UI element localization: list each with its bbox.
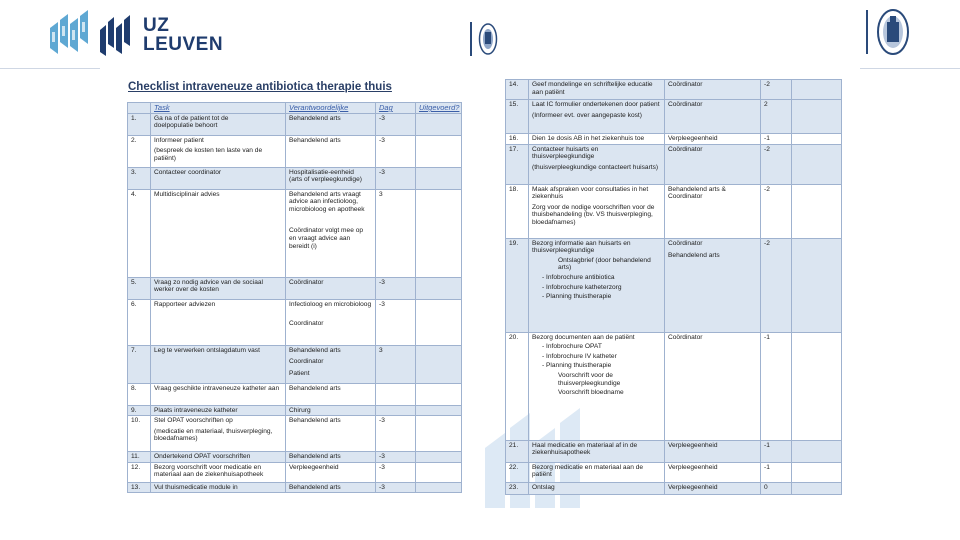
done-cell[interactable] — [792, 134, 842, 145]
done-cell[interactable] — [416, 135, 462, 167]
done-cell[interactable] — [792, 332, 842, 440]
done-cell[interactable] — [792, 238, 842, 332]
col-header-responsible: Verantwoordelijke — [286, 103, 376, 114]
done-cell[interactable] — [416, 416, 462, 452]
table-row: 22. Bezorg medicatie en materiaal aan de patiënt Verpleegeenheid -1 — [506, 462, 842, 482]
table-row: 19. Bezorg informatie aan huisarts en thuisverpleegkundige Ontslagbrief (door behandelend arts) - Infobrochure antibiotica - Infobrochure katheterzorg - Planning thuistherapie Coördinator Behandelend arts -2 — [506, 238, 842, 332]
done-cell[interactable] — [416, 452, 462, 463]
table-header — [128, 103, 462, 114]
checklist-table-right — [505, 79, 842, 495]
list-item: - Planning thuistherapie — [532, 293, 661, 301]
table-row: 23. Ontslag Verpleegeenheid 0 — [506, 482, 842, 494]
checklist-table-left — [127, 102, 462, 493]
table-row: 13. Vul thuismedicatie module in Behandelend arts -3 — [128, 482, 462, 493]
table-row: 2. Informeer patient (bespreek de kosten ten laste van de patiënt) Behandelend arts -3 — [128, 135, 462, 167]
table-row: 7. Leg te verwerken ontslagdatum vast Behandelend arts Coordinator Patient 3 — [128, 345, 462, 383]
header-divider-left — [0, 68, 100, 69]
brand-name — [143, 16, 223, 54]
separator-line-right — [866, 10, 868, 54]
done-cell[interactable] — [416, 462, 462, 482]
table-row: 5. Vraag zo nodig advice van de sociaal werker over de kosten Coördinator -3 — [128, 277, 462, 299]
table-row: 3. Contacteer coordinator Hospitalisatie-eenheid (arts of verpleegkundige) -3 — [128, 167, 462, 189]
done-cell[interactable] — [792, 184, 842, 238]
brand-line2: LEUVEN — [143, 34, 224, 55]
table-row: 16. Dien 1e dosis AB in het ziekenhuis toe Verpleegeenheid -1 — [506, 134, 842, 145]
table-row: 10. Stel OPAT voorschriften op (medicatie en materiaal, thuisverpleging, bloedafnames) Behandelend arts -3 — [128, 416, 462, 452]
uz-leuven-logo-icon — [48, 8, 140, 58]
done-cell[interactable] — [792, 440, 842, 462]
col-header-task: Task — [151, 103, 286, 114]
done-cell[interactable] — [792, 482, 842, 494]
done-cell[interactable] — [792, 144, 842, 184]
list-item: - Infobrochure OPAT — [532, 343, 661, 351]
table-row: 6. Rapporteer adviezen Infectioloog en microbioloog Coordinator -3 — [128, 299, 462, 345]
table-row: 14. Geef mondelinge en schriftelijke educatie aan patiënt Coördinator -2 — [506, 80, 842, 100]
header-divider-right — [860, 68, 960, 69]
table-row: 20. Bezorg documenten aan de patiënt - Infobrochure OPAT - Infobrochure IV katheter - Planning thuistherapie Voorschrift voor de thuisverpleegkundige Voorschrift bloedname Coördinator -1 — [506, 332, 842, 440]
done-cell[interactable] — [416, 482, 462, 493]
ku-leuven-seal-right-icon — [876, 8, 910, 56]
header — [0, 0, 960, 70]
col-header-done: Uitgevoerd? — [416, 103, 462, 114]
done-cell[interactable] — [416, 345, 462, 383]
done-cell[interactable] — [416, 383, 462, 405]
table-row: 12. Bezorg voorschrift voor medicatie en materiaal aan de ziekenhuisapotheek Verpleegeenheid -3 — [128, 462, 462, 482]
table-row: 9. Plaats intraveneuze katheter Chirurg — [128, 405, 462, 416]
brand-line1: UZ — [143, 15, 170, 36]
table-row: 17. Contacteer huisarts en thuisverpleegkundige (thuisverpleegkundige contacteert huisarts) Coördinator -2 — [506, 144, 842, 184]
table-row: 1. Ga na of de patient tot de doelpopulatie behoort Behandelend arts -3 — [128, 113, 462, 135]
list-item: - Infobrochure katheterzorg — [532, 284, 661, 292]
list-item: - Infobrochure IV katheter — [532, 353, 661, 361]
table-row: 8. Vraag geschikte intraveneuze katheter aan Behandelend arts — [128, 383, 462, 405]
col-header-day: Dag — [376, 103, 416, 114]
list-item: Ontslagbrief (door behandelend arts) — [558, 256, 651, 272]
done-cell[interactable] — [416, 299, 462, 345]
done-cell[interactable] — [416, 277, 462, 299]
page-title: Checklist intraveneuze antibiotica therapie thuis — [128, 81, 392, 93]
table-row: 18. Maak afspraken voor consultaties in het ziekenhuis Zorg voor de nodige voorschriften voor de thuisbehandeling (bv. VS thuisverpleging, bloedafnames) Behandelend arts & Coordinator -2 — [506, 184, 842, 238]
table-row: 11. Ondertekend OPAT voorschriften Behandelend arts -3 — [128, 452, 462, 463]
list-item: - Planning thuistherapie — [532, 362, 661, 370]
done-cell[interactable] — [416, 189, 462, 277]
ku-leuven-seal-icon — [478, 22, 498, 56]
table-row: 4. Multidisciplinair advies Behandelend arts vraagt advice aan infectioloog, microbioloog en apotheek Coördinator volgt mee op en vraagt advice aan bereidt (i) 3 — [128, 189, 462, 277]
list-item: Voorschrift voor de thuisverpleegkundige — [558, 371, 621, 387]
done-cell[interactable] — [416, 167, 462, 189]
table-row: 15. Laat IC formulier ondertekenen door patient (Informeer evt. over aangepaste kost) Coördinator 2 — [506, 100, 842, 134]
list-item: - Infobrochure antibiotica — [532, 274, 661, 282]
done-cell[interactable] — [416, 405, 462, 416]
done-cell[interactable] — [416, 113, 462, 135]
list-item: Voorschrift bloedname — [558, 389, 624, 397]
separator-line — [470, 22, 472, 56]
done-cell[interactable] — [792, 100, 842, 134]
done-cell[interactable] — [792, 462, 842, 482]
table-row: 21. Haal medicatie en materiaal af in de ziekenhuisapotheek Verpleegeenheid -1 — [506, 440, 842, 462]
done-cell[interactable] — [792, 80, 842, 100]
